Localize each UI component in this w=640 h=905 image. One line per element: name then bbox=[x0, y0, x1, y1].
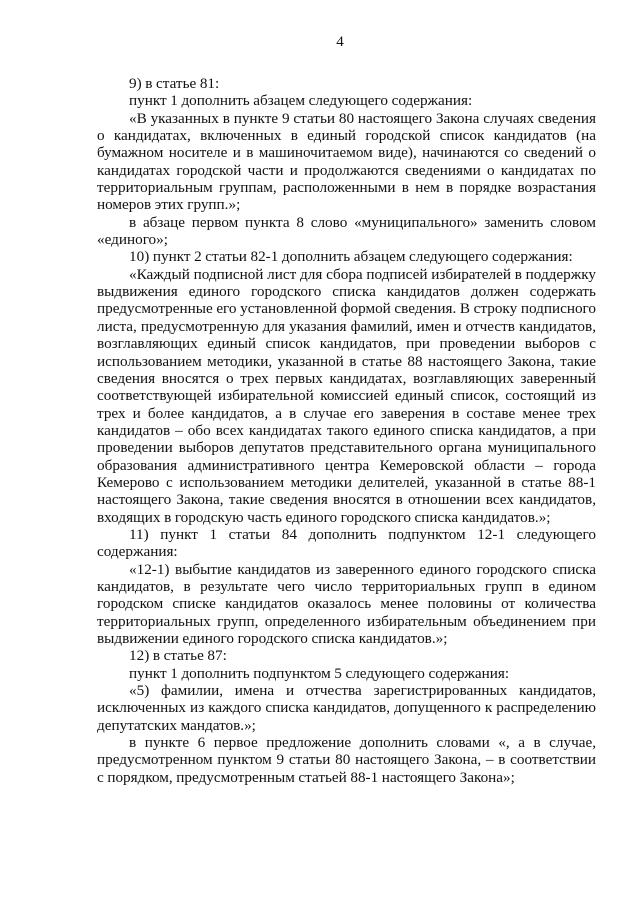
paragraph-art82-1-quote: «Каждый подписной лист для сбора подписей избирателей в поддержку выдвижения единого городского списка кандидатов должен содержать предусмотренные его установленной формой сведения. В строку подписного листа, предусмотренную для указания фамилий, имен и отчеств кандидатов, возглавляющих единый список кандидатов, при проведении выборов с использованием методики, указанной в статье 88 настоящего Закона, такие сведения вносятся о трех первых кандидатах, возглавляющих заверенный соответствующей избирательной комиссией единый список, состоящий из трех и более кандидатов, а в случае его заверения в составе менее трех кандидатов – обо всех кандидатах такого единого списка кандидатов, а при проведении выборов депутатов представительного органа муниципального образования административного центра Кемеровской области – города Кемерово с использованием методики делителей, указанной в статье 88-1 настоящего Закона, такие сведения вносятся в отношении всех кандидатов, входящих в городскую часть единого городского списка кандидатов.»; bbox=[97, 265, 596, 526]
paragraph-art81-p1-quote: «В указанных в пункте 9 статьи 80 настоящего Закона случаях сведения о кандидатах, включенных в единый городской список кандидатов (на бумажном носителе и в машиночитаемом виде), начинаются со сведений о кандидатах городской части и продолжаются сведениями о кандидатах по территориальным группам, расположенными в нем в порядке возрастания номеров этих групп.»; bbox=[97, 109, 596, 214]
paragraph-art87-p6: в пункте 6 первое предложение дополнить словами «, а в случае, предусмотренном пунктом 9 статьи 80 настоящего Закона, – в соответствии с порядком, предусмотренным статьей 88-1 настоящего Закона»; bbox=[97, 734, 596, 786]
paragraph-item-10: 10) пункт 2 статьи 82-1 дополнить абзацем следующего содержания: bbox=[129, 248, 573, 266]
paragraph-art87-p1-intro: пункт 1 дополнить подпунктом 5 следующего содержания: bbox=[129, 664, 510, 682]
paragraph-item-12: 12) в статье 87: bbox=[129, 647, 227, 665]
paragraph-item-9: 9) в статье 81: bbox=[129, 75, 220, 92]
paragraph-art87-p1-quote: «5) фамилии, имена и отчества зарегистрированных кандидатов, исключенных из каждого списка кандидатов, допущенного к распределению депутатских мандатов.»; bbox=[97, 682, 596, 734]
paragraph-item-11: 11) пункт 1 статьи 84 дополнить подпунктом 12-1 следующего содержания: bbox=[97, 525, 596, 561]
paragraph-art84-quote: «12-1) выбытие кандидатов из заверенного единого городского списка кандидатов, в результате чего число территориальных групп в едином городском списке кандидатов оказалось менее половины от количества территориальных групп, определенного избирательным объединением при выдвижении единого городского списка кандидатов.»; bbox=[97, 560, 596, 647]
paragraph-art81-p1-intro: пункт 1 дополнить абзацем следующего содержания: bbox=[129, 92, 473, 110]
document-body bbox=[97, 75, 596, 786]
paragraph-art81-p8: в абзаце первом пункта 8 слово «муниципального» заменить словом «единого»; bbox=[97, 213, 596, 249]
page-number: 4 bbox=[336, 34, 344, 50]
